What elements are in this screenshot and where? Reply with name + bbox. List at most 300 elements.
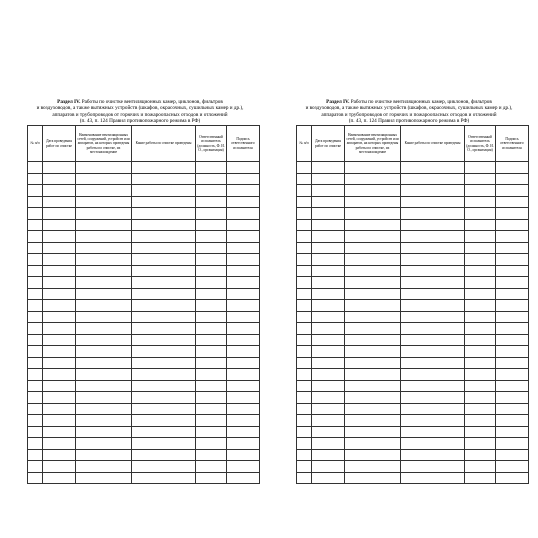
table-cell[interactable]: [227, 438, 260, 450]
table-cell[interactable]: [345, 311, 401, 323]
table-cell[interactable]: [227, 288, 260, 300]
table-cell[interactable]: [401, 334, 465, 346]
table-cell[interactable]: [345, 369, 401, 381]
table-cell[interactable]: [196, 369, 227, 381]
table-cell[interactable]: [401, 426, 465, 438]
table-cell[interactable]: [297, 334, 312, 346]
table-cell[interactable]: [465, 357, 496, 369]
table-cell[interactable]: [43, 449, 76, 461]
table-cell[interactable]: [496, 369, 529, 381]
table-cell[interactable]: [345, 162, 401, 174]
table-cell[interactable]: [465, 162, 496, 174]
table-cell[interactable]: [132, 392, 196, 404]
table-cell[interactable]: [196, 162, 227, 174]
table-cell[interactable]: [28, 242, 43, 254]
table-cell[interactable]: [196, 311, 227, 323]
table-cell[interactable]: [43, 265, 76, 277]
table-cell[interactable]: [312, 231, 345, 243]
table-cell[interactable]: [28, 415, 43, 427]
table-cell[interactable]: [496, 277, 529, 289]
table-cell[interactable]: [297, 438, 312, 450]
table-cell[interactable]: [312, 346, 345, 358]
table-cell[interactable]: [196, 438, 227, 450]
table-cell[interactable]: [401, 219, 465, 231]
table-cell[interactable]: [312, 392, 345, 404]
table-cell[interactable]: [227, 162, 260, 174]
table-cell[interactable]: [496, 472, 529, 484]
table-cell[interactable]: [28, 265, 43, 277]
table-cell[interactable]: [43, 173, 76, 185]
table-cell[interactable]: [465, 380, 496, 392]
table-cell[interactable]: [312, 300, 345, 312]
table-cell[interactable]: [465, 277, 496, 289]
table-cell[interactable]: [401, 403, 465, 415]
table-cell[interactable]: [496, 265, 529, 277]
table-cell[interactable]: [132, 311, 196, 323]
table-cell[interactable]: [297, 426, 312, 438]
table-cell[interactable]: [132, 438, 196, 450]
table-cell[interactable]: [312, 288, 345, 300]
table-cell[interactable]: [401, 300, 465, 312]
table-cell[interactable]: [401, 173, 465, 185]
table-cell[interactable]: [345, 461, 401, 473]
table-cell[interactable]: [196, 357, 227, 369]
table-cell[interactable]: [401, 288, 465, 300]
table-cell[interactable]: [401, 392, 465, 404]
table-cell[interactable]: [401, 472, 465, 484]
table-cell[interactable]: [345, 173, 401, 185]
table-cell[interactable]: [227, 254, 260, 266]
table-cell[interactable]: [345, 403, 401, 415]
table-cell[interactable]: [345, 231, 401, 243]
table-cell[interactable]: [297, 300, 312, 312]
table-cell[interactable]: [227, 357, 260, 369]
table-cell[interactable]: [496, 254, 529, 266]
table-cell[interactable]: [43, 196, 76, 208]
table-cell[interactable]: [132, 265, 196, 277]
table-cell[interactable]: [227, 426, 260, 438]
table-cell[interactable]: [28, 254, 43, 266]
table-cell[interactable]: [496, 173, 529, 185]
table-cell[interactable]: [43, 346, 76, 358]
table-cell[interactable]: [297, 380, 312, 392]
table-cell[interactable]: [132, 461, 196, 473]
table-cell[interactable]: [76, 357, 132, 369]
table-cell[interactable]: [312, 185, 345, 197]
table-cell[interactable]: [132, 231, 196, 243]
table-cell[interactable]: [465, 242, 496, 254]
table-cell[interactable]: [227, 346, 260, 358]
table-cell[interactable]: [28, 449, 43, 461]
table-cell[interactable]: [297, 403, 312, 415]
table-cell[interactable]: [496, 415, 529, 427]
table-cell[interactable]: [227, 265, 260, 277]
table-cell[interactable]: [496, 403, 529, 415]
table-cell[interactable]: [196, 254, 227, 266]
table-cell[interactable]: [496, 438, 529, 450]
table-cell[interactable]: [312, 369, 345, 381]
table-cell[interactable]: [76, 346, 132, 358]
table-cell[interactable]: [76, 438, 132, 450]
table-cell[interactable]: [28, 334, 43, 346]
table-cell[interactable]: [345, 277, 401, 289]
table-cell[interactable]: [465, 449, 496, 461]
table-cell[interactable]: [401, 415, 465, 427]
table-cell[interactable]: [227, 380, 260, 392]
table-cell[interactable]: [401, 208, 465, 220]
table-cell[interactable]: [297, 254, 312, 266]
table-cell[interactable]: [76, 461, 132, 473]
table-cell[interactable]: [496, 380, 529, 392]
table-cell[interactable]: [496, 300, 529, 312]
table-cell[interactable]: [345, 426, 401, 438]
table-cell[interactable]: [496, 334, 529, 346]
table-cell[interactable]: [465, 346, 496, 358]
table-cell[interactable]: [312, 415, 345, 427]
table-cell[interactable]: [196, 334, 227, 346]
table-cell[interactable]: [401, 196, 465, 208]
table-cell[interactable]: [496, 392, 529, 404]
table-cell[interactable]: [312, 196, 345, 208]
table-cell[interactable]: [227, 208, 260, 220]
table-cell[interactable]: [312, 426, 345, 438]
table-cell[interactable]: [76, 173, 132, 185]
table-cell[interactable]: [496, 288, 529, 300]
table-cell[interactable]: [297, 346, 312, 358]
table-cell[interactable]: [345, 323, 401, 335]
table-cell[interactable]: [132, 162, 196, 174]
table-cell[interactable]: [28, 461, 43, 473]
table-cell[interactable]: [312, 403, 345, 415]
table-cell[interactable]: [345, 300, 401, 312]
table-cell[interactable]: [132, 208, 196, 220]
table-cell[interactable]: [496, 323, 529, 335]
table-cell[interactable]: [227, 219, 260, 231]
table-cell[interactable]: [312, 461, 345, 473]
table-cell[interactable]: [312, 208, 345, 220]
table-cell[interactable]: [297, 185, 312, 197]
table-cell[interactable]: [43, 415, 76, 427]
table-cell[interactable]: [132, 369, 196, 381]
table-cell[interactable]: [76, 380, 132, 392]
table-cell[interactable]: [28, 472, 43, 484]
table-cell[interactable]: [297, 311, 312, 323]
table-cell[interactable]: [28, 288, 43, 300]
table-cell[interactable]: [132, 403, 196, 415]
table-cell[interactable]: [312, 380, 345, 392]
table-cell[interactable]: [496, 185, 529, 197]
table-cell[interactable]: [297, 357, 312, 369]
table-cell[interactable]: [43, 277, 76, 289]
table-cell[interactable]: [401, 242, 465, 254]
table-cell[interactable]: [345, 380, 401, 392]
table-cell[interactable]: [76, 162, 132, 174]
table-cell[interactable]: [76, 208, 132, 220]
table-cell[interactable]: [196, 461, 227, 473]
table-cell[interactable]: [132, 380, 196, 392]
table-cell[interactable]: [196, 196, 227, 208]
table-cell[interactable]: [401, 461, 465, 473]
table-cell[interactable]: [132, 472, 196, 484]
table-cell[interactable]: [28, 219, 43, 231]
table-cell[interactable]: [465, 219, 496, 231]
table-cell[interactable]: [76, 311, 132, 323]
table-cell[interactable]: [312, 472, 345, 484]
table-cell[interactable]: [297, 369, 312, 381]
table-cell[interactable]: [345, 415, 401, 427]
table-cell[interactable]: [196, 265, 227, 277]
table-cell[interactable]: [401, 277, 465, 289]
table-cell[interactable]: [132, 334, 196, 346]
table-cell[interactable]: [43, 288, 76, 300]
table-cell[interactable]: [227, 392, 260, 404]
table-cell[interactable]: [76, 472, 132, 484]
table-cell[interactable]: [345, 472, 401, 484]
table-cell[interactable]: [345, 208, 401, 220]
table-cell[interactable]: [227, 403, 260, 415]
table-cell[interactable]: [43, 426, 76, 438]
table-cell[interactable]: [401, 449, 465, 461]
table-cell[interactable]: [196, 242, 227, 254]
table-cell[interactable]: [196, 231, 227, 243]
table-cell[interactable]: [43, 300, 76, 312]
table-cell[interactable]: [465, 472, 496, 484]
table-cell[interactable]: [28, 438, 43, 450]
table-cell[interactable]: [43, 357, 76, 369]
table-cell[interactable]: [196, 380, 227, 392]
table-cell[interactable]: [76, 403, 132, 415]
table-cell[interactable]: [43, 323, 76, 335]
table-cell[interactable]: [227, 449, 260, 461]
table-cell[interactable]: [132, 185, 196, 197]
table-cell[interactable]: [132, 196, 196, 208]
table-cell[interactable]: [196, 449, 227, 461]
table-cell[interactable]: [496, 208, 529, 220]
table-cell[interactable]: [401, 254, 465, 266]
table-cell[interactable]: [465, 231, 496, 243]
table-cell[interactable]: [196, 185, 227, 197]
table-cell[interactable]: [312, 334, 345, 346]
table-cell[interactable]: [196, 208, 227, 220]
table-cell[interactable]: [43, 438, 76, 450]
table-cell[interactable]: [297, 162, 312, 174]
table-cell[interactable]: [132, 173, 196, 185]
table-cell[interactable]: [196, 346, 227, 358]
table-cell[interactable]: [132, 323, 196, 335]
table-cell[interactable]: [43, 334, 76, 346]
table-cell[interactable]: [43, 472, 76, 484]
table-cell[interactable]: [401, 323, 465, 335]
table-cell[interactable]: [297, 392, 312, 404]
table-cell[interactable]: [465, 392, 496, 404]
table-cell[interactable]: [401, 346, 465, 358]
table-cell[interactable]: [227, 242, 260, 254]
table-cell[interactable]: [43, 380, 76, 392]
table-cell[interactable]: [297, 231, 312, 243]
table-cell[interactable]: [28, 196, 43, 208]
table-cell[interactable]: [28, 300, 43, 312]
table-cell[interactable]: [465, 415, 496, 427]
table-cell[interactable]: [28, 357, 43, 369]
table-cell[interactable]: [297, 173, 312, 185]
table-cell[interactable]: [297, 208, 312, 220]
table-cell[interactable]: [227, 277, 260, 289]
table-cell[interactable]: [312, 162, 345, 174]
table-cell[interactable]: [401, 311, 465, 323]
table-cell[interactable]: [227, 231, 260, 243]
table-cell[interactable]: [297, 196, 312, 208]
table-cell[interactable]: [401, 162, 465, 174]
table-cell[interactable]: [345, 254, 401, 266]
table-cell[interactable]: [76, 323, 132, 335]
table-cell[interactable]: [43, 254, 76, 266]
table-cell[interactable]: [465, 254, 496, 266]
table-cell[interactable]: [76, 196, 132, 208]
table-cell[interactable]: [312, 242, 345, 254]
table-cell[interactable]: [76, 288, 132, 300]
table-cell[interactable]: [465, 461, 496, 473]
table-cell[interactable]: [465, 288, 496, 300]
table-cell[interactable]: [297, 288, 312, 300]
table-cell[interactable]: [76, 219, 132, 231]
table-cell[interactable]: [465, 334, 496, 346]
table-cell[interactable]: [297, 242, 312, 254]
table-cell[interactable]: [76, 242, 132, 254]
table-cell[interactable]: [345, 346, 401, 358]
table-cell[interactable]: [76, 231, 132, 243]
table-cell[interactable]: [401, 438, 465, 450]
table-cell[interactable]: [28, 369, 43, 381]
table-cell[interactable]: [132, 415, 196, 427]
table-cell[interactable]: [227, 461, 260, 473]
table-cell[interactable]: [401, 231, 465, 243]
table-cell[interactable]: [465, 173, 496, 185]
table-cell[interactable]: [43, 369, 76, 381]
table-cell[interactable]: [28, 173, 43, 185]
table-cell[interactable]: [345, 357, 401, 369]
table-cell[interactable]: [196, 403, 227, 415]
table-cell[interactable]: [345, 242, 401, 254]
table-cell[interactable]: [465, 323, 496, 335]
table-cell[interactable]: [401, 265, 465, 277]
table-cell[interactable]: [465, 426, 496, 438]
table-cell[interactable]: [465, 265, 496, 277]
table-cell[interactable]: [312, 323, 345, 335]
table-cell[interactable]: [28, 403, 43, 415]
table-cell[interactable]: [43, 231, 76, 243]
table-cell[interactable]: [297, 323, 312, 335]
table-cell[interactable]: [43, 208, 76, 220]
table-cell[interactable]: [227, 185, 260, 197]
table-cell[interactable]: [345, 196, 401, 208]
table-cell[interactable]: [312, 311, 345, 323]
table-cell[interactable]: [227, 173, 260, 185]
table-cell[interactable]: [297, 461, 312, 473]
table-cell[interactable]: [28, 162, 43, 174]
table-cell[interactable]: [43, 311, 76, 323]
table-cell[interactable]: [312, 173, 345, 185]
table-cell[interactable]: [132, 346, 196, 358]
table-cell[interactable]: [345, 288, 401, 300]
table-cell[interactable]: [496, 346, 529, 358]
table-cell[interactable]: [496, 162, 529, 174]
table-cell[interactable]: [43, 242, 76, 254]
table-cell[interactable]: [401, 357, 465, 369]
table-cell[interactable]: [76, 277, 132, 289]
table-cell[interactable]: [345, 449, 401, 461]
table-cell[interactable]: [196, 219, 227, 231]
table-cell[interactable]: [196, 173, 227, 185]
table-cell[interactable]: [28, 392, 43, 404]
table-cell[interactable]: [345, 392, 401, 404]
table-cell[interactable]: [28, 277, 43, 289]
table-cell[interactable]: [76, 369, 132, 381]
table-cell[interactable]: [28, 426, 43, 438]
table-cell[interactable]: [132, 277, 196, 289]
table-cell[interactable]: [465, 369, 496, 381]
table-cell[interactable]: [132, 288, 196, 300]
table-cell[interactable]: [196, 300, 227, 312]
table-cell[interactable]: [312, 438, 345, 450]
table-cell[interactable]: [401, 185, 465, 197]
table-cell[interactable]: [28, 346, 43, 358]
table-cell[interactable]: [28, 311, 43, 323]
table-cell[interactable]: [28, 380, 43, 392]
table-cell[interactable]: [132, 219, 196, 231]
table-cell[interactable]: [28, 231, 43, 243]
table-cell[interactable]: [43, 392, 76, 404]
table-cell[interactable]: [312, 219, 345, 231]
table-cell[interactable]: [43, 219, 76, 231]
table-cell[interactable]: [496, 461, 529, 473]
table-cell[interactable]: [297, 277, 312, 289]
table-cell[interactable]: [465, 311, 496, 323]
table-cell[interactable]: [227, 472, 260, 484]
table-cell[interactable]: [28, 208, 43, 220]
table-cell[interactable]: [76, 254, 132, 266]
table-cell[interactable]: [297, 265, 312, 277]
table-cell[interactable]: [43, 461, 76, 473]
table-cell[interactable]: [132, 254, 196, 266]
table-cell[interactable]: [132, 242, 196, 254]
table-cell[interactable]: [227, 334, 260, 346]
table-cell[interactable]: [76, 185, 132, 197]
table-cell[interactable]: [132, 357, 196, 369]
table-cell[interactable]: [465, 403, 496, 415]
table-cell[interactable]: [401, 380, 465, 392]
table-cell[interactable]: [28, 185, 43, 197]
table-cell[interactable]: [76, 415, 132, 427]
table-cell[interactable]: [196, 415, 227, 427]
table-cell[interactable]: [496, 219, 529, 231]
table-cell[interactable]: [76, 426, 132, 438]
table-cell[interactable]: [496, 242, 529, 254]
table-cell[interactable]: [345, 265, 401, 277]
table-cell[interactable]: [401, 369, 465, 381]
table-cell[interactable]: [227, 196, 260, 208]
table-cell[interactable]: [465, 196, 496, 208]
table-cell[interactable]: [312, 277, 345, 289]
table-cell[interactable]: [43, 162, 76, 174]
table-cell[interactable]: [43, 185, 76, 197]
table-cell[interactable]: [297, 415, 312, 427]
table-cell[interactable]: [227, 300, 260, 312]
table-cell[interactable]: [465, 208, 496, 220]
table-cell[interactable]: [345, 185, 401, 197]
table-cell[interactable]: [196, 392, 227, 404]
table-cell[interactable]: [132, 300, 196, 312]
table-cell[interactable]: [76, 334, 132, 346]
